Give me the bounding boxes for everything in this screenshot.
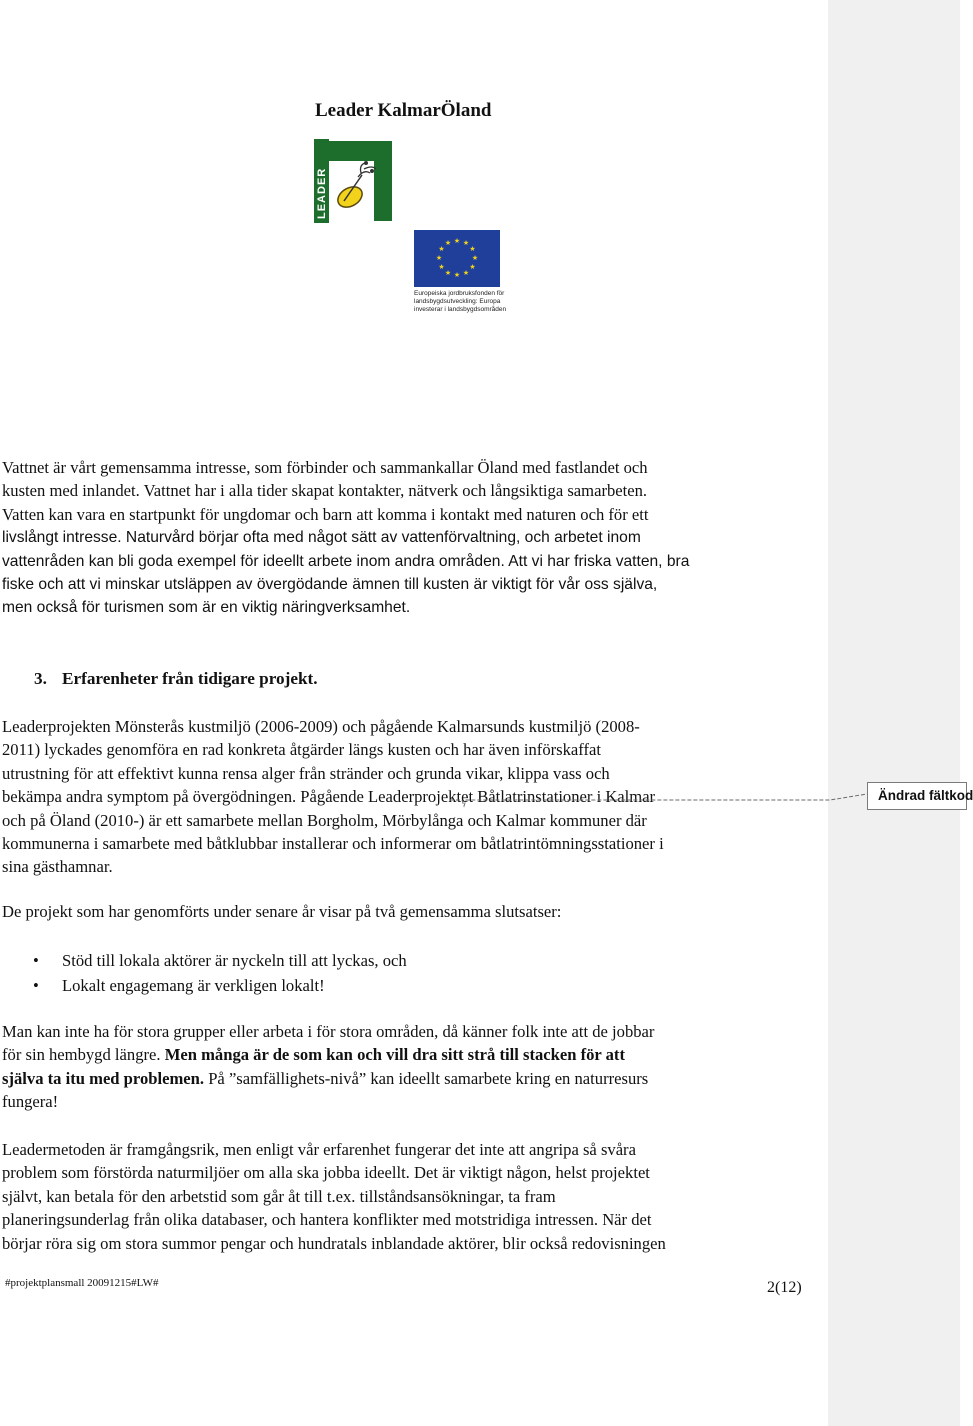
svg-text:★: ★ (462, 239, 470, 247)
text-line: problem som förstörda naturmiljöer om alla ska jobba ideellt. Det är viktigt någon, helst projektet (2, 1163, 650, 1183)
text-line: Leadermetoden är framgångsrik, men enligt vår erfarenhet fungerar det inte att angripa så svåra (2, 1140, 636, 1159)
section-number: 3. (34, 669, 47, 688)
text-line: börjar röra sig om stora summor pengar och hundratals inblandade aktörer, blir också redovisningen (2, 1233, 666, 1253)
text-line: 2011) lyckades genomföra en rad konkreta åtgärder längs kusten och har även införskaffat (2, 740, 601, 760)
svg-text:★: ★ (469, 245, 476, 253)
list-item (0, 948, 816, 973)
eu-caption-line: investerar i landsbygdsområden (414, 306, 507, 313)
header-title: Leader KalmarÖland (315, 100, 492, 121)
section-heading (34, 669, 318, 689)
paragraph-conclusions-intro: De projekt som har genomförts under senare år visar på två gemensamma slutsatser: (2, 902, 562, 921)
list-item-text: Stöd till lokala aktörer är nyckeln till att lyckas, och (62, 951, 407, 970)
svg-text:★: ★ (438, 263, 445, 271)
text-line: självt, kan betala för den arbetstid som går åt till t.ex. tillståndsansökningar, ta fram (2, 1186, 556, 1206)
svg-text:★: ★ (453, 237, 461, 245)
list-item (0, 973, 816, 998)
revision-comment-balloon[interactable]: Ändrad fältkod (867, 782, 967, 810)
leader-logo (314, 139, 394, 223)
paragraph-intro (2, 456, 818, 620)
section-title: Erfarenheter från tidigare projekt. (62, 669, 318, 688)
text-line (2, 1043, 818, 1066)
text-run: för sin hembygd längre. (2, 1045, 165, 1065)
bullet-icon: • (33, 976, 39, 995)
leader-logo-text: LEADER (316, 167, 328, 219)
text-line: fiske och att vi minskar utsläppen av övergödande ämnen till kusten är viktigt för vår oss själva, (2, 576, 658, 594)
svg-text:★: ★ (438, 245, 445, 253)
text-line: utrustning för att effektivt kunna rensa alger från stränder och grunda vikar, klippa vass och (2, 763, 610, 783)
svg-text:★: ★ (453, 271, 461, 279)
text-run-bold: Men många är de som kan och vill dra sitt strå till stacken för att (164, 1045, 625, 1065)
eu-caption-line: landsbygdsutveckling: Europa (414, 298, 501, 305)
text-line: planeringsunderlag från olika databaser, och hantera konflikter med motstridiga intressen. När det (2, 1210, 652, 1230)
text-line: Leaderprojekten Mönsterås kustmiljö (2006-2009) och pågående Kalmarsunds kustmiljö (2008- (2, 717, 640, 736)
svg-text:★: ★ (435, 254, 443, 262)
text-run: På ”samfällighets-nivå” kan ideellt samarbete kring en naturresurs (204, 1068, 649, 1088)
paragraph-leader-method (2, 1138, 818, 1255)
text-run-bold: själva ta itu med problemen. (2, 1068, 205, 1088)
svg-text:★: ★ (469, 263, 476, 271)
page-number: 2(12) (767, 1279, 802, 1296)
text-line (2, 1067, 818, 1090)
conclusions-list (0, 948, 816, 998)
eu-caption (414, 290, 507, 314)
text-line: Vattnet är vårt gemensamma intresse, som förbinder och sammankallar Öland med fastlandet och (2, 458, 648, 477)
text-line: och på Öland (2010-) är ett samarbete mellan Borgholm, Mörbylånga och Kalmar kommuner där (2, 810, 647, 830)
text-line: sina gästhamnar. (2, 857, 113, 877)
text-line: bekämpa andra symptom på övergödningen. Pågående Leaderprojektet Båtlatrinstationer i Kalmar (2, 787, 656, 807)
footer-template-code: #projektplansmall 20091215#LW# (5, 1277, 159, 1289)
list-item-text: Lokalt engagemang är verkligen lokalt! (62, 976, 325, 995)
text-line: fungera! (2, 1092, 59, 1112)
text-line: men också för turismen som är en viktig näringverksamhet. (2, 599, 411, 617)
paragraph-group-size (2, 1020, 818, 1114)
eu-flag-icon (414, 230, 500, 287)
text-line: kommunerna i samarbete med båtklubbar installerar och informerar om båtlatrintömningsstationer i (2, 834, 664, 854)
text-line: Vatten kan vara en startpunkt för ungdomar och barn att komma i kontakt med naturen och för ett (2, 504, 649, 524)
comment-connector (450, 788, 870, 808)
svg-text:★: ★ (444, 239, 452, 247)
text-line: kusten med inlandet. Vattnet har i alla tider skapat kontakter, nätverk och långsiktiga samarbeten. (2, 481, 648, 501)
svg-text:★: ★ (444, 269, 452, 277)
comment-margin (828, 0, 960, 1426)
text-line: vattenråden kan bli goda exempel för ideellt arbete inom andra områden. Att vi har friska vatten, bra (2, 552, 690, 570)
bullet-icon: • (33, 951, 39, 970)
eu-logo (414, 230, 507, 314)
text-line: Man kan inte ha för stora grupper eller arbeta i för stora områden, då känner folk inte att de jobbar (2, 1022, 655, 1041)
svg-text:★: ★ (462, 269, 470, 277)
text-line: livslångt intresse. Naturvård börjar ofta med något sätt av vattenförvaltning, och arbetet inom (2, 529, 641, 547)
eu-caption-line: Europeiska jordbruksfonden för (414, 290, 505, 297)
svg-text:★: ★ (471, 254, 479, 262)
